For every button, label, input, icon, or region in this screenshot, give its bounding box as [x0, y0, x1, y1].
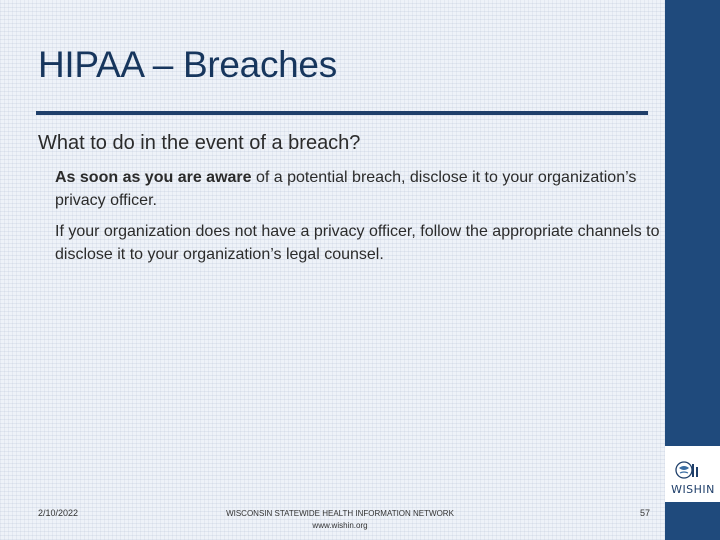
emphasis-text: As soon as you are aware — [55, 169, 252, 186]
footer-date: 2/10/2022 — [38, 508, 79, 518]
slide-heading: What to do in the event of a breach? — [38, 132, 361, 154]
slide-title: HIPAA – Breaches — [38, 44, 337, 85]
wishin-logo-icon — [675, 460, 701, 480]
logo-text: WISHIN — [671, 483, 715, 496]
paragraph-1-text: of a potential breach, disclose it to your organization’s privacy officer. — [55, 169, 637, 209]
footer-org-name: WISCONSIN STATEWIDE HEALTH INFORMATION NETWORK — [226, 509, 454, 518]
page-number: 57 — [639, 508, 650, 518]
bullet-paragraph-1 — [55, 166, 665, 212]
footer-organization — [200, 508, 480, 532]
bullet-paragraph-2: If your organization does not have a privacy officer, follow the appropriate channels to disclose it to your organization’s legal counsel. — [55, 223, 660, 263]
footer-website: www.wishin.org — [312, 521, 368, 530]
title-divider — [36, 111, 648, 115]
